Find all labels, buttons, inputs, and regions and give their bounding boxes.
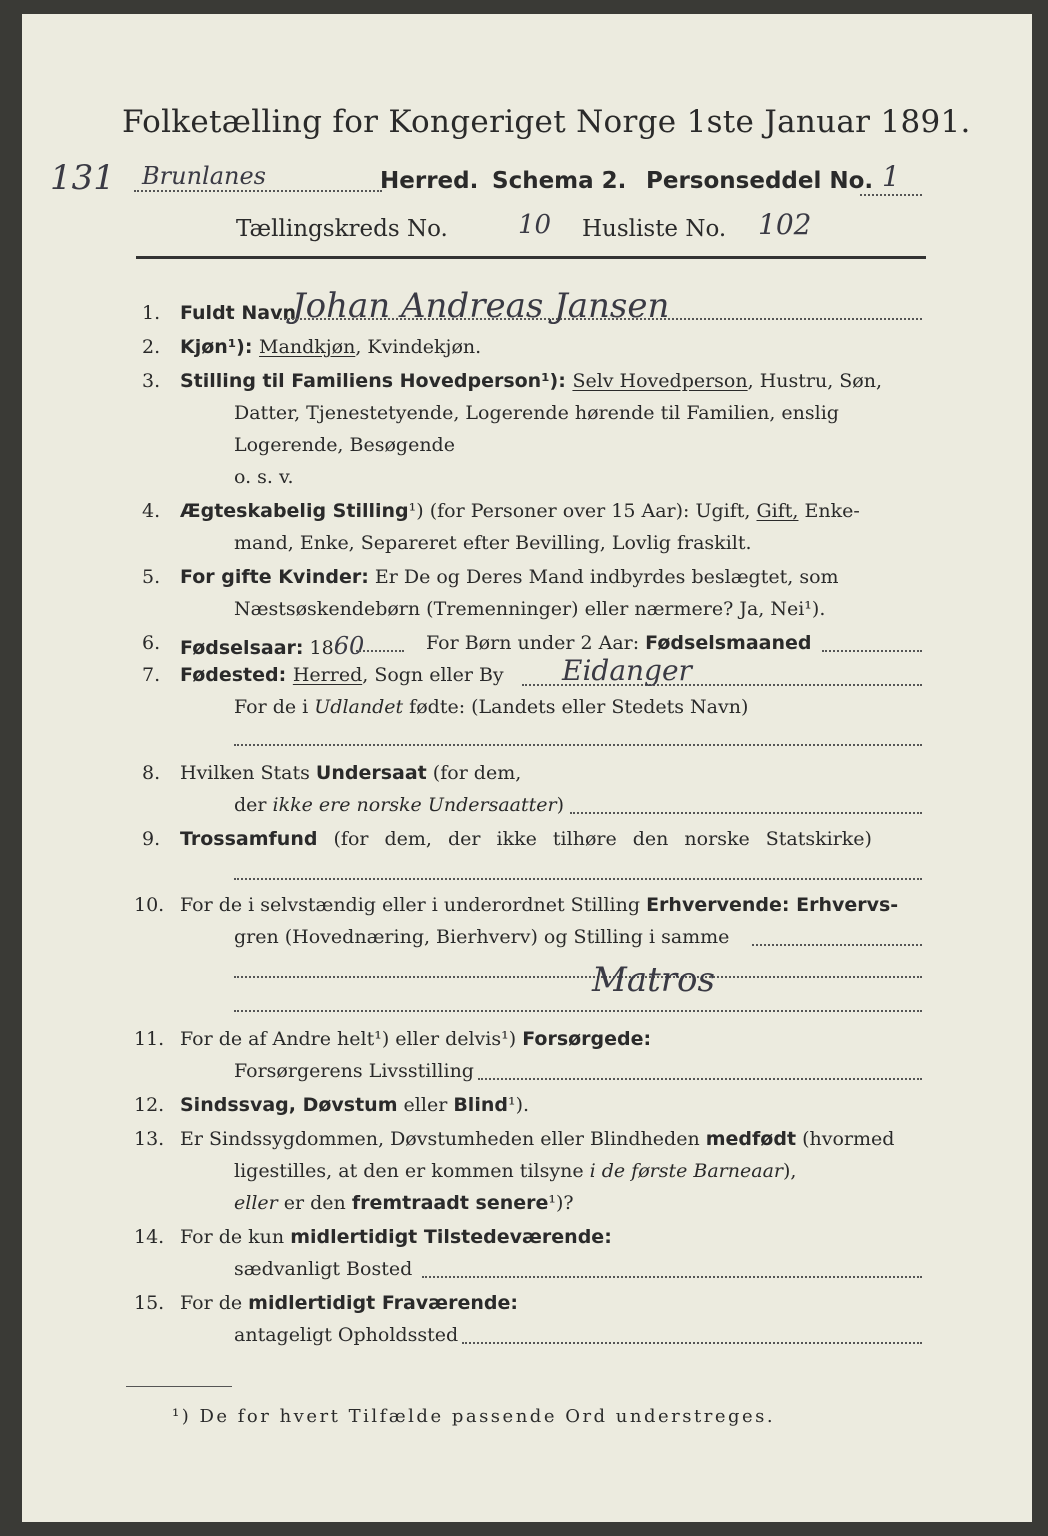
form-title: Folketælling for Kongeriget Norge 1ste Januar 1891. bbox=[122, 104, 971, 140]
herred-value: Brunlanes bbox=[142, 162, 266, 190]
q13-line3: eller er den fremtraadt senere¹)? bbox=[234, 1192, 574, 1214]
q13-line1: Er Sindssygdommen, Døvstumheden eller Blindheden medfødt (hvormed bbox=[180, 1128, 895, 1150]
q1-value: Johan Andreas Jansen bbox=[292, 286, 670, 326]
personseddel-value: 1 bbox=[882, 160, 900, 193]
q3-number: 3. bbox=[142, 370, 161, 392]
q3-line2: Datter, Tjenestetyende, Logerende hørende til Familien, enslig bbox=[234, 402, 839, 424]
q5-line2: Næstsøskendebørn (Tremenninger) eller nærmere? Ja, Nei¹). bbox=[234, 598, 826, 620]
q11-number: 11. bbox=[134, 1028, 165, 1050]
q7-line1: Fødested: Herred, Sogn eller By bbox=[180, 664, 504, 686]
q15-line2: antageligt Opholdssted bbox=[234, 1324, 459, 1346]
q9-number: 9. bbox=[142, 828, 161, 850]
q8-line2: der ikke ere norske Undersaatter) bbox=[234, 794, 564, 816]
q3-line1: Stilling til Familiens Hovedperson¹): Selv Hovedperson, Hustru, Søn, bbox=[180, 370, 883, 392]
margin-note: 131 bbox=[50, 158, 115, 198]
q10-number: 10. bbox=[134, 894, 165, 916]
q15-line1: For de midlertidigt Fraværende: bbox=[180, 1292, 518, 1314]
q8-line1: Hvilken Stats Undersaat (for dem, bbox=[180, 762, 522, 784]
husliste-label: Husliste No. bbox=[582, 216, 727, 242]
q10-value: Matros bbox=[592, 960, 715, 1000]
q2-line: Kjøn¹): Mandkjøn, Kvindekjøn. bbox=[180, 336, 482, 358]
footnote-rule bbox=[126, 1386, 232, 1387]
q3-line4: o. s. v. bbox=[234, 466, 294, 488]
census-form-page bbox=[22, 14, 1032, 1522]
q10-line2: gren (Hovednæring, Bierhverv) og Stilling i samme bbox=[234, 926, 730, 948]
q4-line2: mand, Enke, Separeret efter Bevilling, Lovlig fraskilt. bbox=[234, 532, 752, 554]
q7-number: 7. bbox=[142, 664, 161, 686]
schema-label: Schema 2. bbox=[492, 168, 627, 194]
taellingskreds-value: 10 bbox=[518, 210, 552, 240]
footnote: ¹) De for hvert Tilfælde passende Ord understreges. bbox=[172, 1406, 776, 1427]
q1-number: 1. bbox=[142, 302, 161, 324]
q12-line: Sindssvag, Døvstum eller Blind¹). bbox=[180, 1094, 530, 1116]
q9-line1: Trossamfund (for dem, der ikke tilhøre den norske Statskirke) bbox=[180, 828, 872, 850]
taellingskreds-label: Tællingskreds No. bbox=[236, 216, 448, 242]
q6-number: 6. bbox=[142, 632, 161, 654]
q14-number: 14. bbox=[134, 1226, 165, 1248]
q5-number: 5. bbox=[142, 566, 161, 588]
q13-line2: ligestilles, at den er kommen tilsyne i de første Barneaar), bbox=[234, 1160, 797, 1182]
q3-line3: Logerende, Besøgende bbox=[234, 434, 455, 456]
q6-line: Fødselsaar: 1860 bbox=[180, 632, 365, 660]
q5-line1: For gifte Kvinder: Er De og Deres Mand indbyrdes beslægtet, som bbox=[180, 566, 839, 588]
husliste-value: 102 bbox=[758, 208, 812, 241]
q14-line1: For de kun midlertidigt Tilstedeværende: bbox=[180, 1226, 612, 1248]
q4-number: 4. bbox=[142, 500, 161, 522]
header-rule bbox=[136, 256, 926, 259]
q7-value: Eidanger bbox=[562, 654, 692, 687]
herred-label: Herred. bbox=[380, 168, 479, 194]
q1-label: Fuldt Navn bbox=[180, 302, 297, 324]
q10-line1: For de i selvstændig eller i underordnet Stilling Erhvervende: Erhvervs- bbox=[180, 894, 899, 916]
q11-line2: Forsørgerens Livsstilling bbox=[234, 1060, 474, 1082]
q2-number: 2. bbox=[142, 336, 161, 358]
q4-line1: Ægteskabelig Stilling¹) (for Personer over 15 Aar): Ugift, Gift, Enke- bbox=[180, 500, 860, 522]
q6-born-line: For Børn under 2 Aar: Fødselsmaaned bbox=[426, 632, 812, 654]
personseddel-label: Personseddel No. bbox=[646, 168, 874, 194]
q13-number: 13. bbox=[134, 1128, 165, 1150]
q7-line2: For de i Udlandet fødte: (Landets eller Stedets Navn) bbox=[234, 696, 749, 718]
q15-number: 15. bbox=[134, 1292, 165, 1314]
q12-number: 12. bbox=[134, 1094, 165, 1116]
q11-line1: For de af Andre helt¹) eller delvis¹) Forsørgede: bbox=[180, 1028, 652, 1050]
q8-number: 8. bbox=[142, 762, 161, 784]
q14-line2: sædvanligt Bosted bbox=[234, 1258, 413, 1280]
